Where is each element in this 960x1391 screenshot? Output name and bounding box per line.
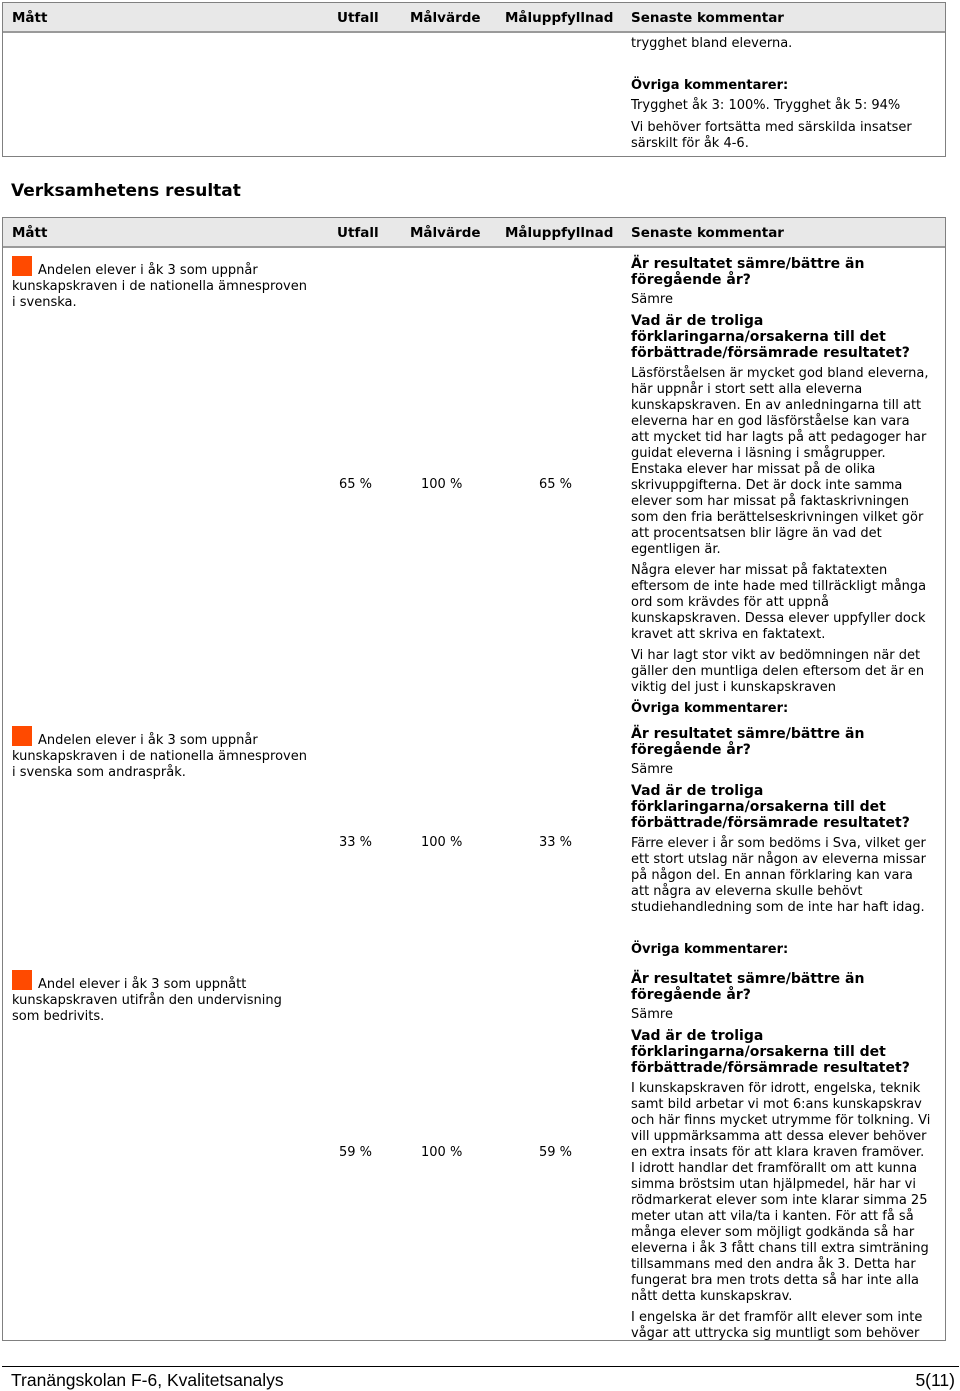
maluppfyllnad-value: 59 % xyxy=(539,1145,573,1160)
comment-text: Några elever har missat på faktatexten eftersom de inte hade med tillräckligt många ord som krävdes för att uppnå kunskapskraven. Dessa elever uppfyller dock kravet att skriva en faktatext. xyxy=(631,563,927,642)
measure-label: Andel elever i åk 3 som uppnått kunskapskraven utifrån den undervisning som bedrivits. xyxy=(12,977,282,1024)
table-bottom-border xyxy=(2,1340,946,1341)
top-table xyxy=(2,2,946,157)
comment-cell xyxy=(631,256,931,722)
malvarde-value: 100 % xyxy=(421,835,463,850)
answer-text: Sämre xyxy=(631,292,673,307)
maluppfyllnad-value: 65 % xyxy=(539,477,573,492)
comment-text: Färre elever i år som bedöms i Sva, vilket ger ett stort utslag när någon av eleverna missar på någon del. En annan förklaring kan vara att några av eleverna skulle behövt studiehandledning som de inte har haft idag. xyxy=(631,836,926,915)
ovriga-kommentarer-label: Övriga kommentarer: xyxy=(631,701,789,716)
footer-page-number: 5(11) xyxy=(915,1370,955,1390)
question-label: Vad är de troliga förklaringarna/orsakerna till det förbättrade/försämrade resultatet? xyxy=(631,1028,910,1076)
comment-text: Vi har lagt stor vikt av bedömningen när det gäller den muntliga delen eftersom det är en viktig del just i kunskapskraven xyxy=(631,648,925,695)
ovriga-kommentarer-label: Övriga kommentarer: xyxy=(631,78,789,93)
status-square-icon xyxy=(12,726,32,746)
status-square-icon xyxy=(12,256,32,276)
maluppfyllnad-value: 33 % xyxy=(539,835,573,850)
status-square-icon xyxy=(12,970,32,990)
comment-text: I kunskapskraven för idrott, engelska, teknik samt bild arbetar vi mot 6:ans kunskapskrav och här finns mycket utrymme för tolkning. Vi vill uppmärksamma att dessa elever behöver en extra insats för att klara kraven framöver. I idrott handlar det framförallt om att kunna simma bröstsim utan hjälpmedel, här har vi rödmarkerat elever som inte klarar simma 25 meter utan att vila/ta i kanten. För att få så många elever som möjligt godkända så har eleverna i åk 3 fått chans till extra simträning tillsammans med den andra åk 3. Detta har fungerat bra men trots detta så har inte alla nått detta kunskapskrav. xyxy=(631,1081,931,1304)
comment-text: I engelska är det framför allt elever som inte vågar att uttrycka sig muntligt som behöver xyxy=(631,1310,923,1341)
header-utfall: Utfall xyxy=(337,10,379,26)
top-comment xyxy=(631,36,931,157)
question-label: Vad är de troliga förklaringarna/orsakerna till det förbättrade/försämrade resultatet? xyxy=(631,783,910,831)
results-table xyxy=(2,217,946,1341)
malvarde-value: 100 % xyxy=(421,1145,463,1160)
measure-label: Andelen elever i åk 3 som uppnår kunskapskraven i de nationella ämnesproven i svenska. xyxy=(12,263,307,310)
measure-cell xyxy=(12,726,312,781)
question-label: Är resultatet sämre/bättre än föregående år? xyxy=(631,726,865,758)
header-malvarde: Målvärde xyxy=(410,10,481,26)
header-utfall: Utfall xyxy=(337,225,379,241)
header-maluppfyllnad: Måluppfyllnad xyxy=(505,225,614,241)
measure-cell xyxy=(12,256,312,311)
question-label: Är resultatet sämre/bättre än föregående år? xyxy=(631,971,865,1003)
measure-cell xyxy=(12,970,312,1025)
footer-divider xyxy=(2,1366,959,1367)
measure-label: Andelen elever i åk 3 som uppnår kunskapskraven i de nationella ämnesproven i svenska som andraspråk. xyxy=(12,733,307,780)
utfall-value: 33 % xyxy=(339,835,373,850)
header-matt: Mått xyxy=(12,225,48,241)
section-title: Verksamhetens resultat xyxy=(11,181,241,201)
comment-cell xyxy=(631,726,931,963)
table-header xyxy=(3,218,945,248)
table-header xyxy=(3,3,945,33)
header-matt: Mått xyxy=(12,10,48,26)
question-label: Är resultatet sämre/bättre än föregående år? xyxy=(631,256,865,288)
malvarde-value: 100 % xyxy=(421,477,463,492)
utfall-value: 65 % xyxy=(339,477,373,492)
footer-document-title: Tranängskolan F-6, Kvalitetsanalys xyxy=(11,1370,284,1390)
header-senaste-kommentar: Senaste kommentar xyxy=(631,225,784,241)
answer-text: Sämre xyxy=(631,762,673,777)
answer-text: Sämre xyxy=(631,1007,673,1022)
comment-cell xyxy=(631,971,931,1347)
question-label: Vad är de troliga förklaringarna/orsakerna till det förbättrade/försämrade resultatet? xyxy=(631,313,910,361)
ovriga-kommentarer-label: Övriga kommentarer: xyxy=(631,942,789,957)
header-malvarde: Målvärde xyxy=(410,225,481,241)
header-maluppfyllnad: Måluppfyllnad xyxy=(505,10,614,26)
header-senaste-kommentar: Senaste kommentar xyxy=(631,10,784,26)
utfall-value: 59 % xyxy=(339,1145,373,1160)
comment-text: Läsförståelsen är mycket god bland eleverna, här uppnår i stort sett alla eleverna kunskapskraven. En av anledningarna till att eleverna har en god läsförståelse kan vara att mycket tid har lagts på att pedagoger har guidat eleverna i läsning i smågrupper. Enstaka elever har missat på de olika skrivuppgifterna. Det är dock inte samma elever som har missat på faktaskrivningen som den fria berättelseskrivningen vilket gör att procentsatsen blir lägre än vad det egentligen är. xyxy=(631,366,929,557)
comment-text: trygghet bland eleverna. xyxy=(631,36,793,51)
comment-text: Vi behöver fortsätta med särskilda insatser särskilt för åk 4-6. xyxy=(631,120,912,151)
comment-text: Trygghet åk 3: 100%. Trygghet åk 5: 94% xyxy=(631,98,901,113)
